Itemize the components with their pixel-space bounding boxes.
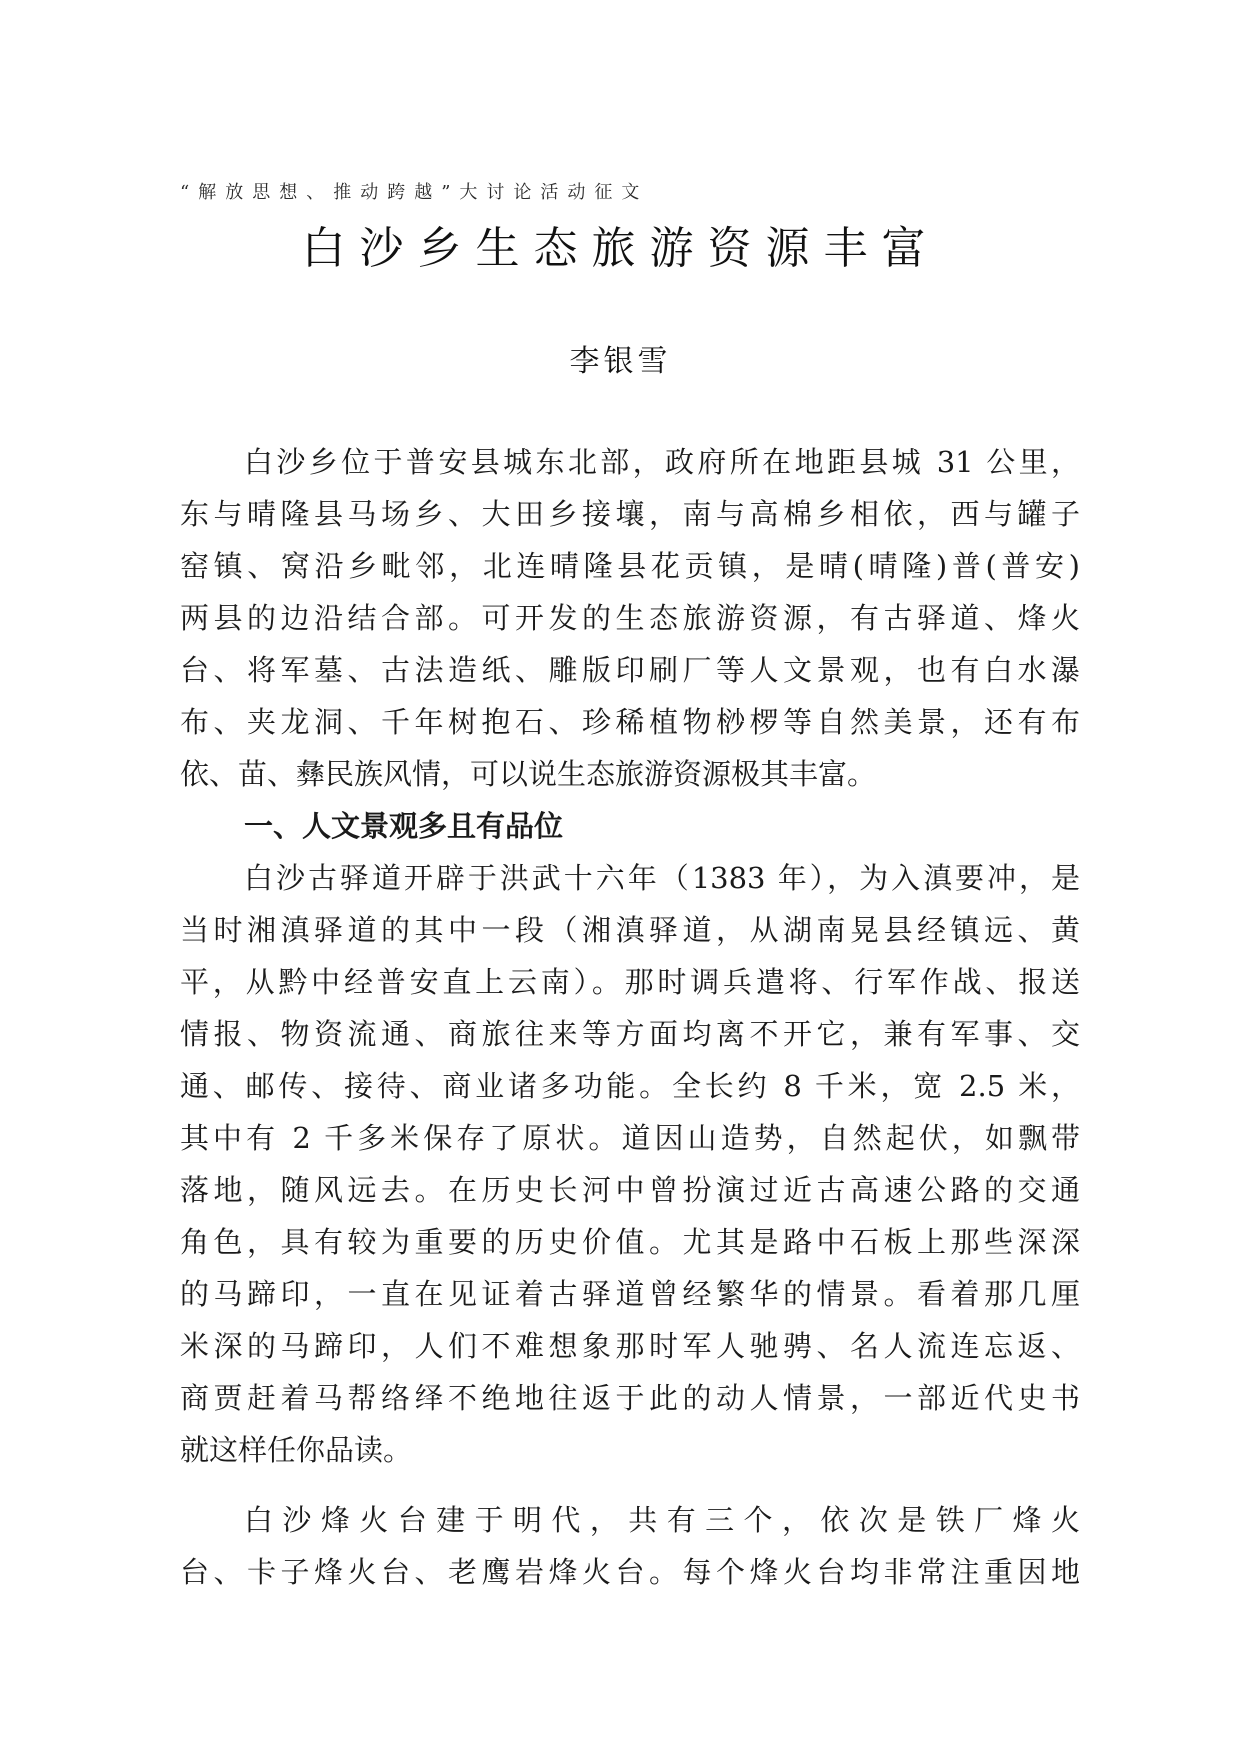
paragraph (180, 852, 1080, 1476)
series-header: “解放思想、推动跨越”大讨论活动征文 (180, 182, 649, 203)
text-line: 两县的边沿结合部。可开发的生态旅游资源，有古驿道、烽火 (180, 601, 1080, 635)
text-line: 米深的马蹄印，人们不难想象那时军人驰骋、名人流连忘返、 (180, 1329, 1080, 1363)
text-line: 台、将军墓、古法造纸、雕版印刷厂等人文景观，也有白水瀑 (180, 653, 1080, 687)
text-line: 当时湘滇驿道的其中一段（湘滇驿道，从湖南晃县经镇远、黄 (180, 913, 1080, 947)
text-line: 白沙古驿道开辟于洪武十六年（1383 年），为入滇要冲，是 (244, 861, 1080, 895)
text-line: 商贾赶着马帮络绎不绝地往返于此的动人情景，一部近代史书 (180, 1381, 1080, 1415)
text-line: 其中有 2 千多米保存了原状。道因山造势，自然起伏，如飘带 (180, 1121, 1080, 1155)
section-heading: 一、人文景观多且有品位 (244, 809, 564, 843)
text-line: 通、邮传、接待、商业诸多功能。全长约 8 千米，宽 2.5 米， (180, 1069, 1080, 1103)
text-line: 白沙烽火台建于明代，共有三个，依次是铁厂烽火 (244, 1503, 1080, 1537)
text-line: 的马蹄印，一直在见证着古驿道曾经繁华的情景。看着那几厘 (180, 1277, 1080, 1311)
text-line: 布、夹龙洞、千年树抱石、珍稀植物桫椤等自然美景，还有布 (180, 705, 1080, 739)
paragraph (180, 436, 1080, 800)
text-line: 平，从黔中经普安直上云南）。那时调兵遣将、行军作战、报送 (180, 965, 1080, 999)
paragraph (180, 1494, 1080, 1598)
text-line: 就这样任你品读。 (180, 1433, 413, 1467)
text-line: 情报、物资流通、商旅往来等方面均离不开它，兼有军事、交 (180, 1017, 1080, 1051)
text-line: 窑镇、窝沿乡毗邻，北连晴隆县花贡镇，是晴(晴隆)普(普安) (180, 549, 1080, 583)
text-line: 台、卡子烽火台、老鹰岩烽火台。每个烽火台均非常注重因地 (180, 1555, 1080, 1589)
article-author: 李银雪 (569, 344, 672, 379)
text-line: 东与晴隆县马场乡、大田乡接壤，南与高棉乡相依，西与罐子 (180, 497, 1080, 531)
article-body (180, 436, 1080, 1598)
text-line: 角色，具有较为重要的历史价值。尤其是路中石板上那些深深 (180, 1225, 1080, 1259)
text-line: 依、苗、彝民族风情，可以说生态旅游资源极其丰富。 (180, 757, 877, 791)
text-line: 落地，随风远去。在历史长河中曾扮演过近古高速公路的交通 (180, 1173, 1080, 1207)
text-line: 白沙乡位于普安县城东北部，政府所在地距县城 31 公里， (244, 445, 1080, 479)
paragraph-gap (180, 1476, 1080, 1494)
article-title: 白沙乡生态旅游资源丰富 (301, 223, 940, 274)
